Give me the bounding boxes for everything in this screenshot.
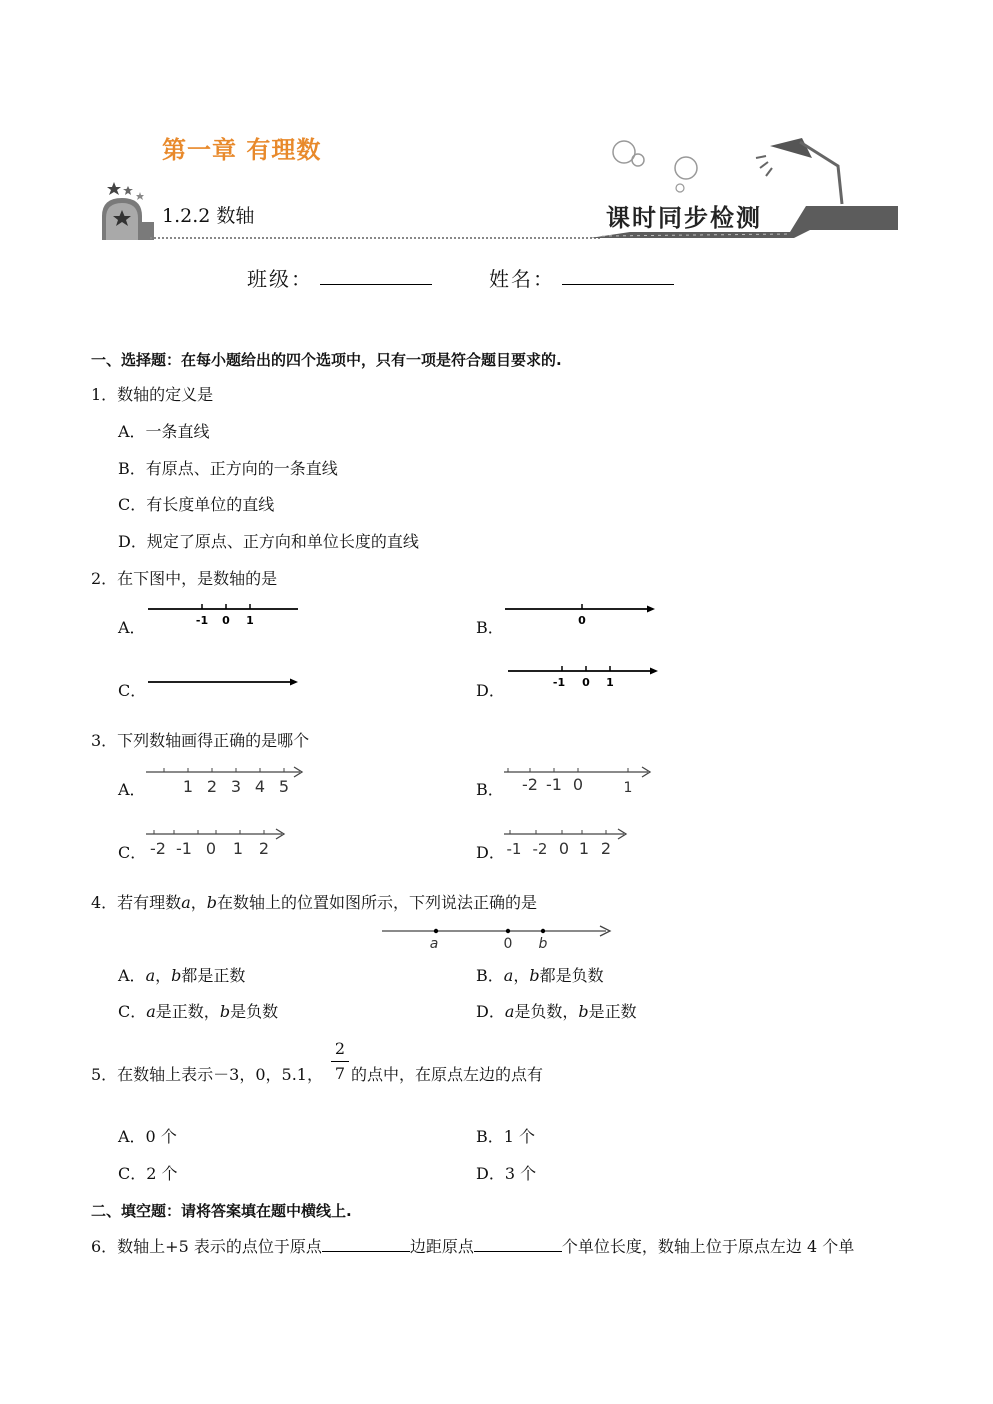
var-b: b: [578, 1002, 589, 1021]
q3d-tick-label: -1: [506, 840, 522, 858]
q3-option-b[interactable]: B．: [476, 780, 504, 799]
q4-option-c[interactable]: [118, 1002, 278, 1022]
q3c-tick-label: -2: [150, 839, 166, 858]
q2-option-a[interactable]: A．: [118, 618, 146, 637]
q4-axis-label: a: [429, 936, 439, 952]
comma: ，: [513, 966, 530, 985]
fraction-bar: [331, 1061, 349, 1062]
fraction-numerator: 2: [334, 1039, 346, 1058]
q2-option-d[interactable]: D．: [476, 681, 505, 700]
q2d-tick-label: 1: [606, 676, 614, 689]
q4-var-b: b: [206, 893, 217, 912]
q2-option-c[interactable]: C．: [118, 681, 147, 700]
q5-fraction: [331, 1039, 349, 1084]
var-b: b: [529, 966, 540, 985]
q3-option-a[interactable]: A．: [118, 780, 146, 799]
fraction-denominator: 7: [334, 1064, 346, 1083]
q3-axis-d: [502, 826, 632, 860]
option-label: B．: [476, 966, 504, 985]
q1-option-c[interactable]: C．有长度单位的直线: [118, 495, 275, 514]
q3d-tick-label: 0: [558, 839, 570, 858]
header-rule: [150, 237, 600, 239]
name-field[interactable]: [562, 284, 674, 285]
q2a-tick-label: 0: [222, 614, 230, 627]
q3a-tick-label: 3: [230, 777, 242, 796]
q3-option-d[interactable]: D．: [476, 843, 505, 862]
q4-axis-label: b: [538, 936, 548, 952]
q4-comma: ，: [190, 893, 207, 912]
q4-stem: [91, 893, 537, 913]
var-a: a: [504, 1002, 515, 1021]
q3a-tick-label: 5: [278, 777, 290, 796]
option-label: D．: [476, 1002, 505, 1021]
q4-stem-post: 在数轴上的位置如图所示，下列说法正确的是: [217, 893, 538, 912]
q3b-tick-label: 0: [572, 775, 584, 794]
q3b-tick-label: -2: [522, 775, 538, 794]
q6-part3: 个单位长度，数轴上位于原点左边 4 个单: [561, 1237, 855, 1256]
star-badge-icon: [96, 178, 160, 244]
q3-axis-b: [502, 762, 658, 796]
q3a-tick-label: 1: [182, 777, 194, 796]
var-a: a: [503, 966, 514, 985]
q5-stem-post: 的点中，在原点左边的点有: [351, 1065, 544, 1084]
q4-axis: [380, 920, 616, 954]
q3-option-c[interactable]: C．: [118, 843, 147, 862]
q3b-tick-label: 1: [623, 780, 633, 796]
q5-option-d[interactable]: D．3 个: [476, 1164, 537, 1183]
q3c-tick-label: 2: [258, 839, 270, 858]
option-label: A．: [118, 966, 146, 985]
var-a: a: [146, 1002, 156, 1021]
q5-option-b[interactable]: B．1 个: [476, 1127, 536, 1146]
option-text: 是负数: [230, 1002, 279, 1021]
option-text: 是正数: [588, 1002, 637, 1021]
q1-option-b[interactable]: B．有原点、正方向的一条直线: [118, 459, 338, 478]
q4-axis-label: 0: [503, 936, 513, 952]
q2-axis-c: [146, 674, 302, 690]
option-label: C．: [118, 1002, 147, 1021]
var-b: b: [219, 1002, 231, 1021]
q3b-tick-label: -1: [546, 775, 562, 794]
q3d-tick-label: 2: [600, 839, 612, 858]
var-a: a: [145, 966, 156, 985]
q2d-tick-label: 0: [582, 676, 590, 689]
chapter-title: 第一章 有理数: [162, 135, 322, 164]
q3-stem: 3．下列数轴画得正确的是哪个: [91, 731, 310, 750]
q4-option-a[interactable]: [118, 966, 245, 986]
q2-axis-b: [503, 600, 659, 628]
q3c-tick-label: -1: [176, 839, 192, 858]
q6-blank-1[interactable]: [322, 1237, 410, 1252]
q2-stem: 2．在下图中，是数轴的是: [91, 569, 278, 588]
q3d-tick-label: -2: [532, 840, 548, 858]
q2-axis-d: [506, 662, 662, 690]
option-text: 都是负数: [539, 966, 604, 985]
lesson-title: 1.2.2 数轴: [162, 205, 255, 227]
q5-stem-pre: 5．在数轴上表示－3，0，5.1，: [91, 1065, 323, 1084]
q5-option-a[interactable]: A．0 个: [118, 1127, 177, 1146]
q2-option-b[interactable]: B．: [476, 618, 504, 637]
q4-option-b[interactable]: [476, 966, 604, 986]
class-field[interactable]: [320, 284, 432, 285]
q4-stem-pre: 4．若有理数: [91, 893, 182, 912]
q3-axis-c: [144, 826, 290, 860]
q2a-tick-label: -1: [195, 614, 209, 627]
q2d-tick-label: -1: [552, 676, 566, 689]
q4-var-a: a: [181, 893, 191, 912]
q6-part1: 6．数轴上+5 表示的点位于原点: [91, 1237, 322, 1256]
q5-option-c[interactable]: C．2 个: [118, 1164, 178, 1183]
q6-blank-2[interactable]: [474, 1237, 562, 1252]
q4-option-d[interactable]: [476, 1002, 637, 1022]
option-text: 都是正数: [181, 966, 246, 985]
q3-axis-a: [144, 762, 308, 796]
q2a-tick-label: 1: [246, 614, 254, 627]
class-label: 班级：: [247, 267, 313, 291]
q3a-tick-label: 2: [206, 777, 218, 796]
name-label: 姓名：: [489, 267, 555, 291]
q2-axis-a: [146, 600, 302, 628]
q3c-tick-label: 0: [205, 839, 217, 858]
section2-title: 二、填空题：请将答案填在题中横线上.: [91, 1202, 352, 1220]
q3d-tick-label: 1: [578, 839, 590, 858]
q6-text: [91, 1237, 854, 1257]
q2b-tick-label: 0: [578, 614, 586, 627]
q6-part2: 边距原点: [409, 1237, 474, 1256]
q3a-tick-label: 4: [254, 777, 266, 796]
section1-title: 一、选择题：在每小题给出的四个选项中，只有一项是符合题目要求的.: [91, 351, 562, 369]
banner-title: 课时同步检测: [606, 203, 762, 232]
option-text: 是负数，: [514, 1002, 579, 1021]
comma: ，: [155, 966, 172, 985]
q1-option-d[interactable]: D．规定了原点、正方向和单位长度的直线: [118, 532, 419, 551]
q1-option-a[interactable]: A．一条直线: [118, 422, 210, 441]
option-text: 是正数，: [155, 1002, 220, 1021]
q3c-tick-label: 1: [232, 839, 244, 858]
q1-stem: 1．数轴的定义是: [91, 385, 214, 404]
var-b: b: [171, 966, 182, 985]
